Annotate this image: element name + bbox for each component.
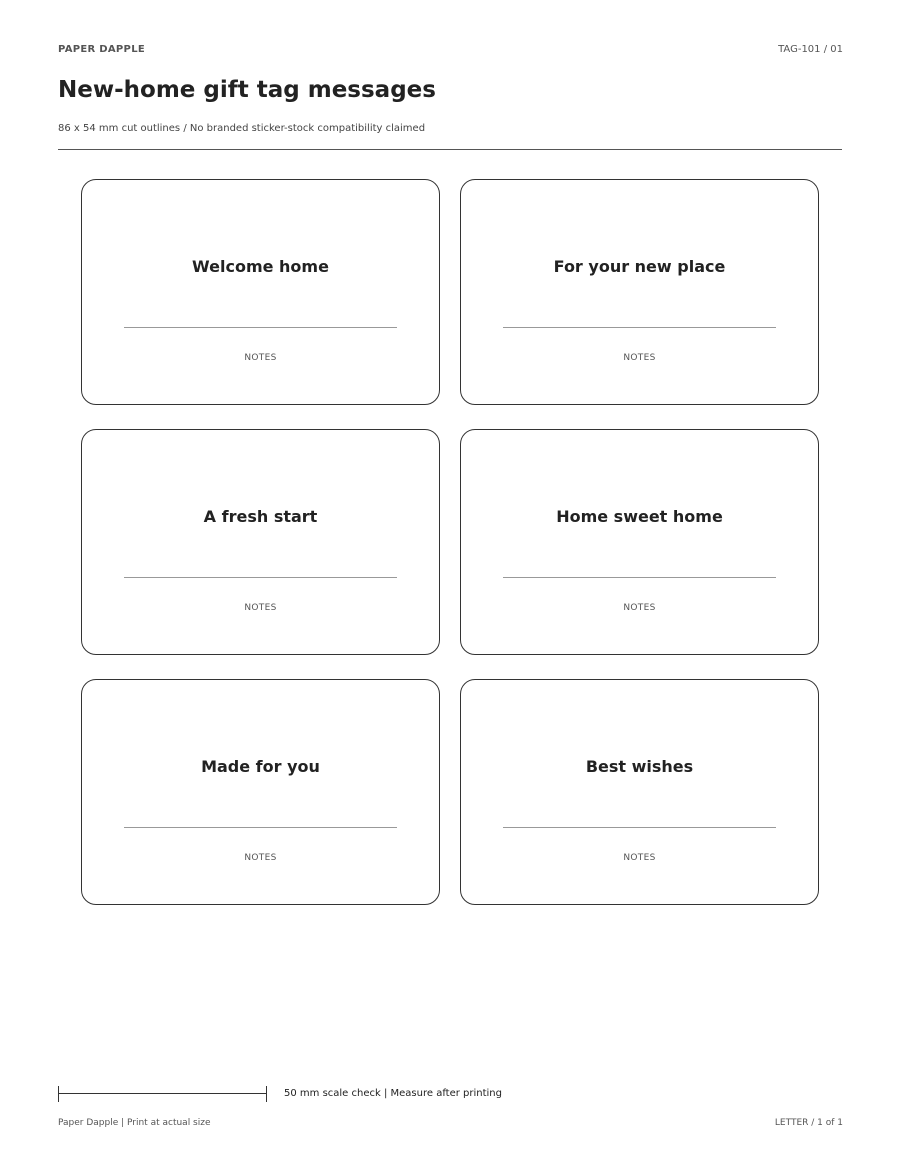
scale-bar bbox=[58, 1086, 267, 1102]
header-rule bbox=[58, 149, 842, 150]
tag-writing-line bbox=[124, 577, 397, 578]
tag-notes-label: NOTES bbox=[244, 603, 277, 613]
document-id: TAG-101 / 01 bbox=[778, 44, 843, 55]
tag-notes-label: NOTES bbox=[244, 353, 277, 363]
page-title: New-home gift tag messages bbox=[58, 77, 436, 103]
scale-bar-line bbox=[58, 1093, 267, 1094]
page-subtitle: 86 x 54 mm cut outlines / No branded sticker-stock compatibility claimed bbox=[58, 123, 426, 134]
gift-tag bbox=[81, 429, 440, 655]
tag-message: A fresh start bbox=[203, 507, 318, 526]
tag-writing-line bbox=[124, 327, 397, 328]
scale-check-text: 50 mm scale check | Measure after printing bbox=[284, 1088, 502, 1099]
gift-tag bbox=[460, 679, 819, 905]
gift-tag bbox=[460, 429, 819, 655]
tag-notes-label: NOTES bbox=[623, 853, 656, 863]
tag-message: Welcome home bbox=[192, 257, 329, 276]
footer-page-info: LETTER / 1 of 1 bbox=[774, 1118, 843, 1128]
tag-writing-line bbox=[503, 827, 776, 828]
gift-tag bbox=[81, 179, 440, 405]
gift-tag bbox=[81, 679, 440, 905]
tag-notes-label: NOTES bbox=[623, 353, 656, 363]
tag-notes-label: NOTES bbox=[623, 603, 656, 613]
tag-message: Made for you bbox=[201, 757, 320, 776]
scale-bar-tick-left bbox=[58, 1086, 59, 1102]
tag-message: For your new place bbox=[553, 257, 726, 276]
tag-notes-label: NOTES bbox=[244, 853, 277, 863]
tag-writing-line bbox=[124, 827, 397, 828]
brand-name: PAPER DAPPLE bbox=[58, 44, 145, 55]
tag-message: Best wishes bbox=[585, 757, 694, 776]
scale-bar-tick-right bbox=[266, 1086, 267, 1102]
tag-message: Home sweet home bbox=[556, 507, 723, 526]
tag-writing-line bbox=[503, 577, 776, 578]
tag-writing-line bbox=[503, 327, 776, 328]
gift-tag bbox=[460, 179, 819, 405]
footer-left: Paper Dapple | Print at actual size bbox=[58, 1118, 211, 1128]
